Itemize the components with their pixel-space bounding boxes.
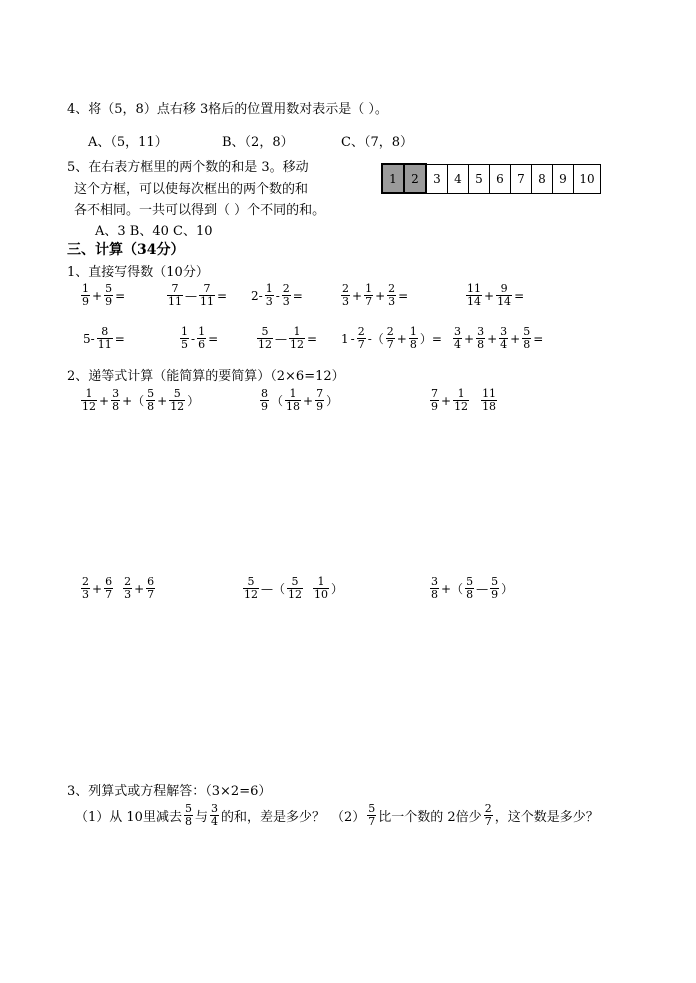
direct-expr-8: $\frac{5}{12}$ — $\frac{1}{12}$ = xyxy=(258,325,318,351)
word-problem-2: （2） $\frac{5}{7}$ 比一个数的 2倍少 $\frac{2}{7}$ ，这个数是多少？ xyxy=(331,802,599,828)
stepwise-expr-1: $\frac{1}{12}$ + $\frac{3}{8}$ +（ $\frac{5}{8}$ + $\frac{5}{12}$ ） xyxy=(82,387,200,413)
number-cell: 10 xyxy=(574,164,601,193)
q5-line2: 这个方框，可以使每次框出的两个数的和 xyxy=(74,182,309,197)
stepwise-expr-4: $\frac{2}{3}$ + $\frac{6}{7}$ $\frac{2}{3}$ + $\frac{6}{7}$ xyxy=(82,575,155,601)
q4-option-b: B、（2，8） xyxy=(222,135,294,150)
stepwise-expr-6: $\frac{3}{8}$ +（ $\frac{5}{8}$ — $\frac{5}{9}$ ） xyxy=(431,575,514,601)
direct-expr-5: $\frac{11}{14}$ + $\frac{9}{14}$ = xyxy=(467,282,525,308)
direct-expr-4: $\frac{2}{3}$ + $\frac{1}{7}$ + $\frac{2}{3}$ = xyxy=(342,282,409,308)
direct-expr-3: 2- $\frac{1}{3}$ - $\frac{2}{3}$ = xyxy=(251,282,303,308)
number-table xyxy=(381,163,601,194)
number-cell: 9 xyxy=(553,164,574,193)
q5-line3: 各不相同。一共可以得到（ ）个不同的和。 xyxy=(74,203,326,218)
section3-title: 三、计算（34分） xyxy=(67,242,185,258)
direct-expr-2: $\frac{7}{11}$ — $\frac{7}{11}$ = xyxy=(168,282,228,308)
q5-options: A、3 B、40 C、10 xyxy=(95,224,213,239)
q5-line1: 5、在右表方框里的两个数的和是 3。移动 xyxy=(67,160,309,175)
number-cell: 1 xyxy=(382,164,404,193)
number-cell: 3 xyxy=(426,164,448,193)
number-cell: 4 xyxy=(448,164,469,193)
stepwise-expr-3: $\frac{7}{9}$ + $\frac{1}{12}$ $\frac{11}{18}$ xyxy=(431,387,497,413)
number-cell: 6 xyxy=(490,164,511,193)
q4-option-a: A、（5，11） xyxy=(88,135,168,150)
number-cell: 7 xyxy=(511,164,532,193)
direct-expr-9: 1 - $\frac{2}{7}$ -（ $\frac{2}{7}$ + $\frac{1}{8}$ ）= xyxy=(341,325,442,351)
word-problem-1: （1）从 10里减去 $\frac{5}{8}$ 与 $\frac{3}{4}$ 的和，差是多少？ xyxy=(75,802,325,828)
number-cell: 8 xyxy=(532,164,553,193)
q4-option-c: C、（7，8） xyxy=(341,135,413,150)
section3-sub2: 2、递等式计算（能简算的要简算）（2×6=12） xyxy=(67,369,345,384)
direct-expr-1: $\frac{1}{9}$ + $\frac{5}{9}$ = xyxy=(82,282,126,308)
stepwise-expr-2: $\frac{8}{9}$ （ $\frac{1}{18}$ + $\frac{7}{9}$ ） xyxy=(261,387,339,413)
direct-expr-6: 5- $\frac{8}{11}$ = xyxy=(83,325,125,351)
number-cell: 2 xyxy=(404,164,426,193)
q4-text: 4、将（5，8）点右移 3格后的位置用数对表示是（ ）。 xyxy=(67,102,388,117)
section3-sub1: 1、直接写得数（10分） xyxy=(67,265,209,280)
number-cell: 5 xyxy=(469,164,490,193)
direct-expr-7: $\frac{1}{5}$ - $\frac{1}{6}$ = xyxy=(181,325,219,351)
stepwise-expr-5: $\frac{5}{12}$ —（ $\frac{5}{12}$ $\frac{1}{10}$ ） xyxy=(244,575,344,601)
direct-expr-10: $\frac{3}{4}$ + $\frac{3}{8}$ + $\frac{3}{4}$ + $\frac{5}{8}$ = xyxy=(454,325,544,351)
section3-sub3: 3、列算式或方程解答：（3×2=6） xyxy=(67,784,272,799)
